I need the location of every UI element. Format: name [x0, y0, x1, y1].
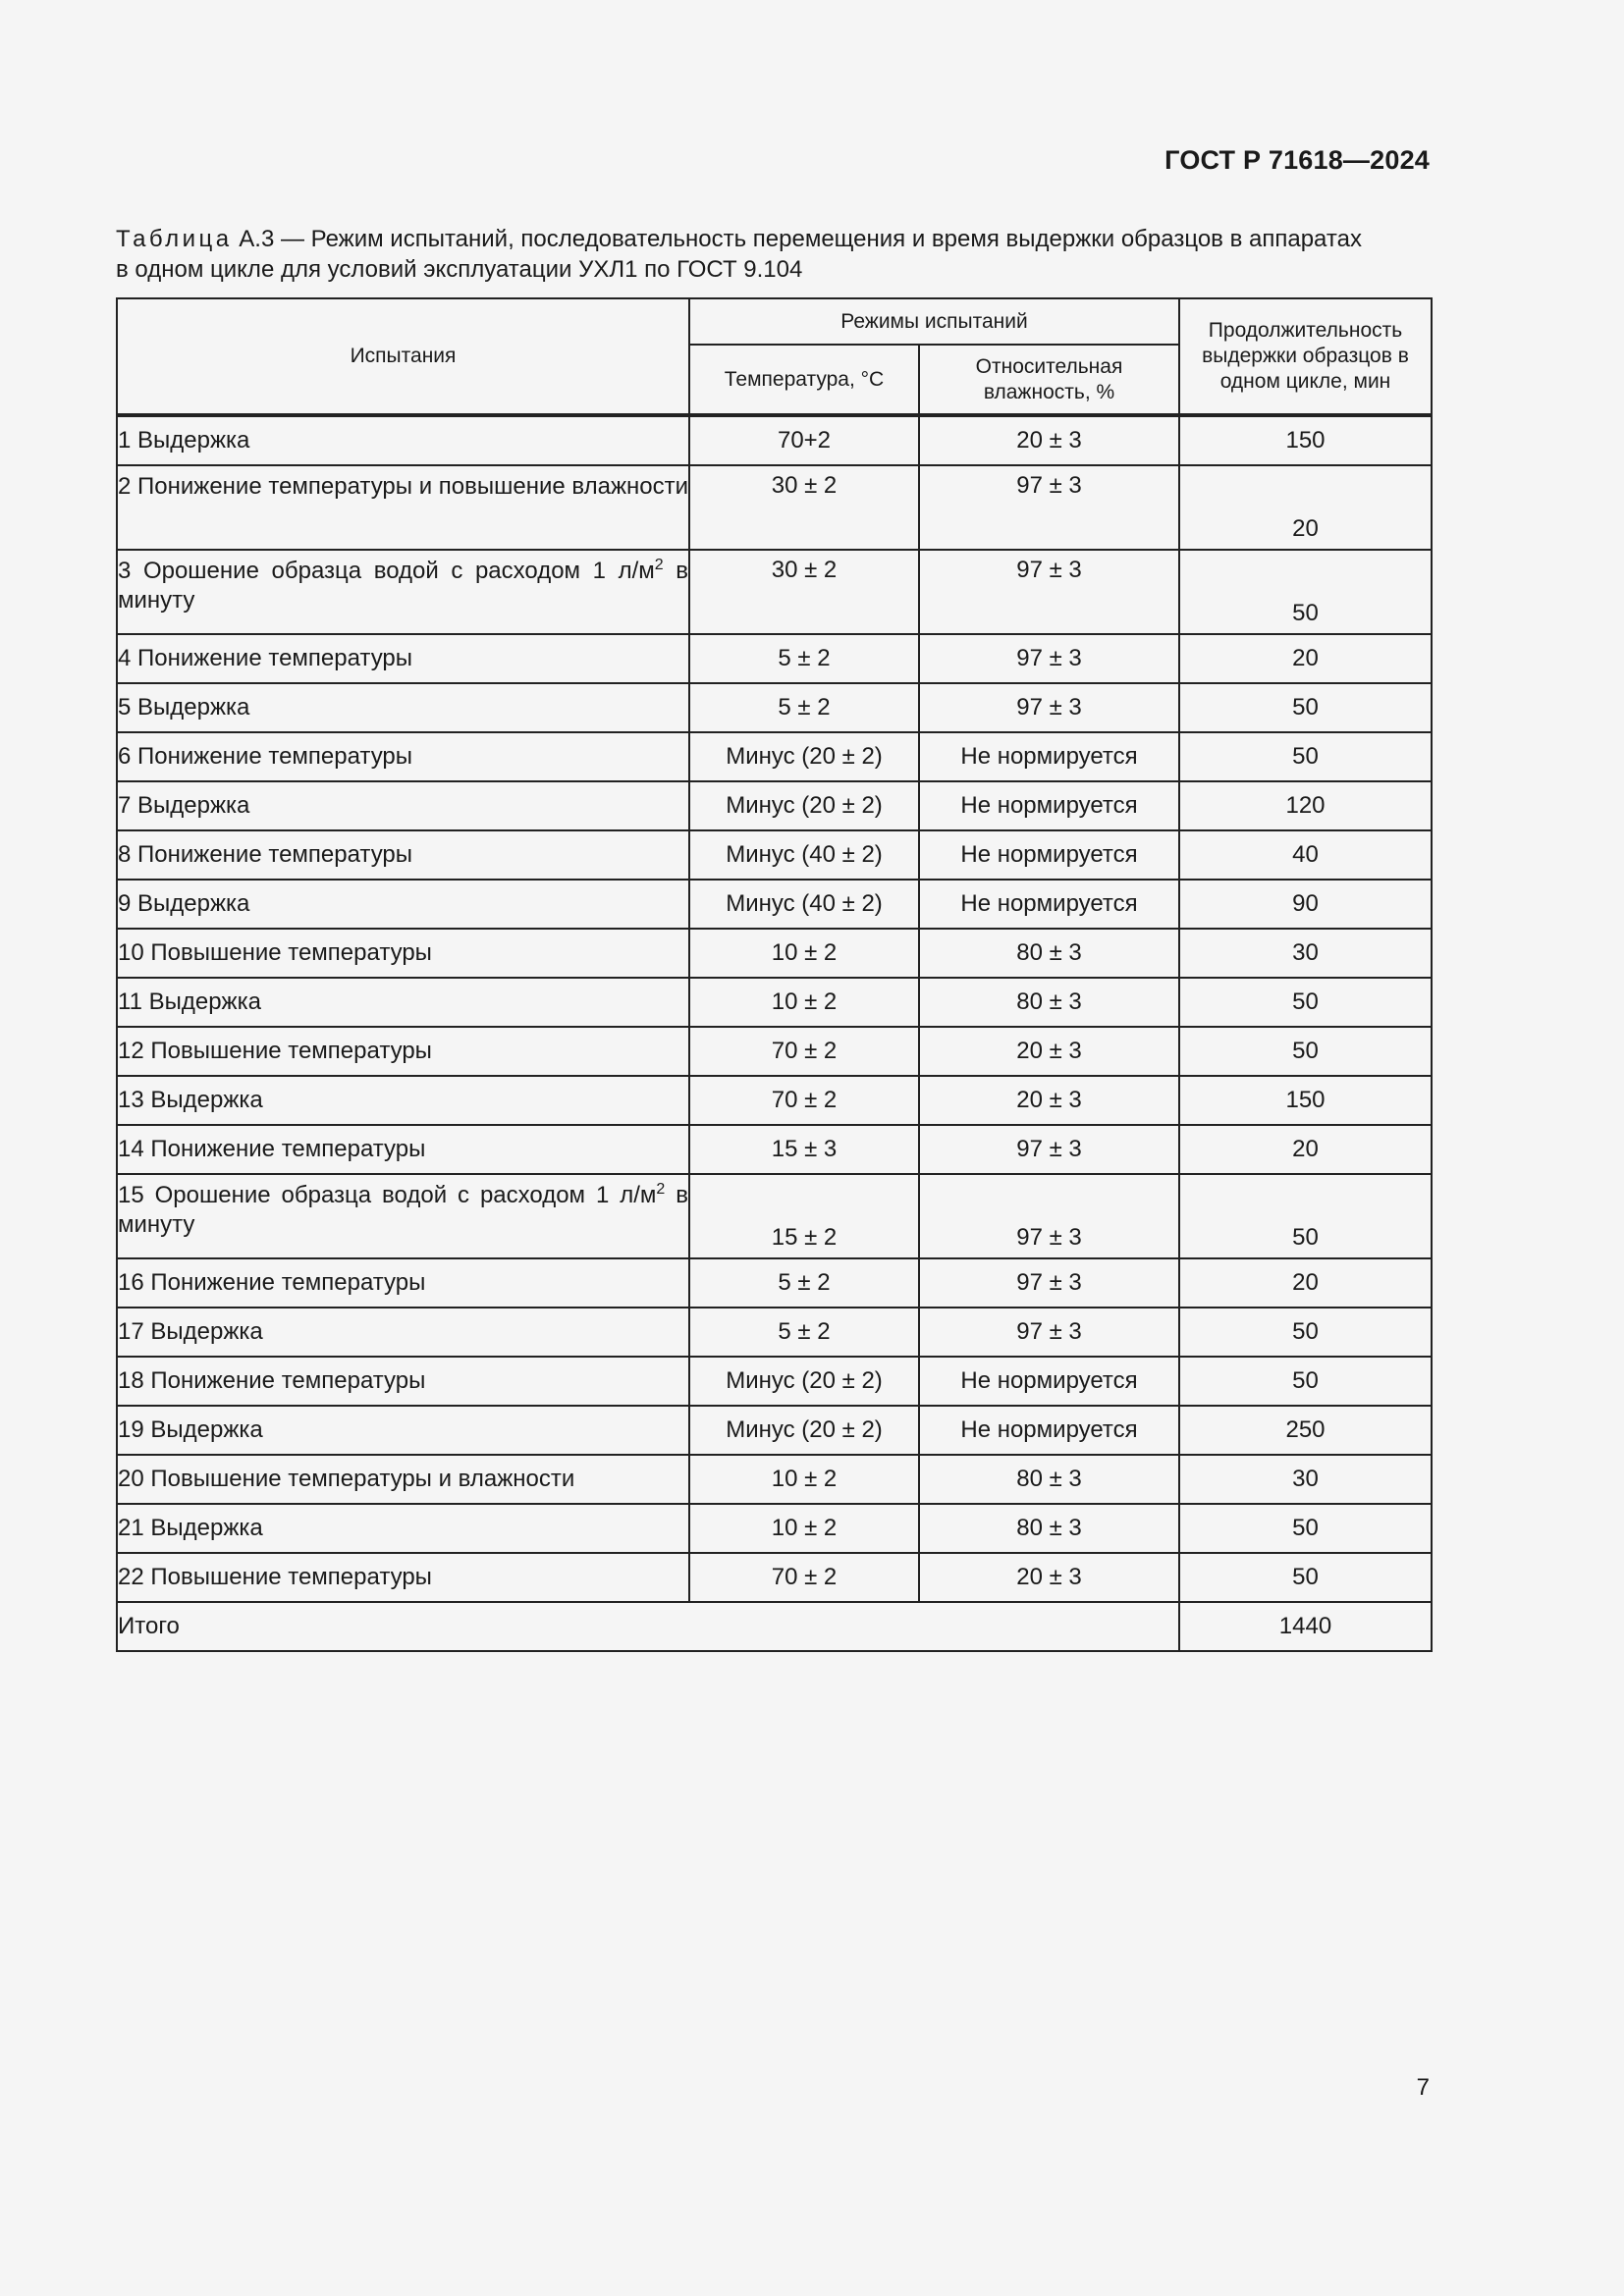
table-row: [117, 781, 1432, 830]
table-row: [117, 683, 1432, 732]
temperature-cell: 10 ± 2: [689, 929, 919, 978]
temperature-cell: 30 ± 2: [689, 465, 919, 550]
temperature-cell: 70 ± 2: [689, 1027, 919, 1076]
test-name: 1 Выдержка: [118, 427, 250, 454]
duration-cell: 150: [1179, 1076, 1432, 1125]
caption-line-1: [116, 224, 1430, 254]
test-name: 5 Выдержка: [118, 694, 250, 721]
test-name-cell: [117, 550, 689, 634]
temperature-cell: 10 ± 2: [689, 978, 919, 1027]
humidity-cell: 97 ± 3: [919, 465, 1179, 550]
table-row: [117, 1308, 1432, 1357]
table-row: [117, 1174, 1432, 1258]
test-name-cell: [117, 1308, 689, 1357]
temperature-cell: 70 ± 2: [689, 1076, 919, 1125]
table-body: [117, 415, 1432, 1602]
humidity-cell: Не нормируется: [919, 1406, 1179, 1455]
duration-cell: 50: [1179, 550, 1432, 634]
humidity-cell: 80 ± 3: [919, 1504, 1179, 1553]
table-row: [117, 415, 1432, 465]
duration-cell: 50: [1179, 1504, 1432, 1553]
test-name-cell: [117, 465, 689, 550]
test-name-tail: в минуту: [118, 1182, 688, 1238]
humidity-cell: Не нормируется: [919, 830, 1179, 880]
humidity-cell: Не нормируется: [919, 781, 1179, 830]
temperature-cell: 5 ± 2: [689, 1258, 919, 1308]
test-modes-table: [116, 297, 1433, 1652]
table-row: [117, 929, 1432, 978]
humidity-cell: 80 ± 3: [919, 978, 1179, 1027]
table-row: [117, 1553, 1432, 1602]
table-row: [117, 550, 1432, 634]
caption-line-2: в одном цикле для условий эксплуатации УХЛ1 по ГОСТ 9.104: [116, 256, 803, 283]
table-row: [117, 1406, 1432, 1455]
test-name-cell: [117, 1125, 689, 1174]
duration-cell: 50: [1179, 1027, 1432, 1076]
test-name: 22 Повышение температуры: [118, 1564, 432, 1590]
duration-cell: 50: [1179, 1174, 1432, 1258]
test-name: 10 Повышение температуры: [118, 939, 432, 966]
total-value: 1440: [1179, 1602, 1432, 1651]
duration-cell: 50: [1179, 1553, 1432, 1602]
header-modes: Режимы испытаний: [689, 298, 1179, 345]
humidity-cell: 97 ± 3: [919, 1308, 1179, 1357]
table-row: [117, 1076, 1432, 1125]
superscript: 2: [654, 557, 664, 573]
test-name: 11 Выдержка: [118, 988, 261, 1015]
table-row: [117, 978, 1432, 1027]
test-name: 15 Орошение образца водой с расходом 1 л/м: [118, 1182, 657, 1208]
test-name: 14 Понижение температуры: [118, 1136, 426, 1162]
test-name-cell: [117, 415, 689, 465]
test-name-cell: [117, 1455, 689, 1504]
test-name-cell: [117, 1076, 689, 1125]
header-temperature: Температура, °С: [689, 345, 919, 415]
page-number: 7: [1416, 2074, 1430, 2101]
test-name: 9 Выдержка: [118, 890, 250, 917]
temperature-cell: 15 ± 2: [689, 1174, 919, 1258]
humidity-cell: 20 ± 3: [919, 1076, 1179, 1125]
test-name-cell: [117, 634, 689, 683]
table-row: [117, 1125, 1432, 1174]
table-row: [117, 732, 1432, 781]
duration-cell: 120: [1179, 781, 1432, 830]
table-row: [117, 465, 1432, 550]
temperature-cell: 5 ± 2: [689, 634, 919, 683]
humidity-cell: 97 ± 3: [919, 634, 1179, 683]
duration-cell: 50: [1179, 1357, 1432, 1406]
humidity-cell: 20 ± 3: [919, 415, 1179, 465]
total-label: Итого: [117, 1602, 1179, 1651]
test-name: 17 Выдержка: [118, 1318, 263, 1345]
humidity-cell: 97 ± 3: [919, 1125, 1179, 1174]
table-row: [117, 1258, 1432, 1308]
humidity-cell: 80 ± 3: [919, 929, 1179, 978]
duration-cell: 150: [1179, 415, 1432, 465]
temperature-cell: Минус (40 ± 2): [689, 830, 919, 880]
temperature-cell: 5 ± 2: [689, 683, 919, 732]
caption-label: Таблица: [116, 226, 233, 252]
table-row: [117, 1357, 1432, 1406]
total-row: [117, 1602, 1432, 1651]
test-name: 12 Повышение температуры: [118, 1038, 432, 1064]
humidity-cell: 97 ± 3: [919, 550, 1179, 634]
test-name: 6 Понижение температуры: [118, 743, 413, 770]
test-name-cell: [117, 1357, 689, 1406]
test-name-cell: [117, 1504, 689, 1553]
temperature-cell: 70+2: [689, 415, 919, 465]
test-name-cell: [117, 1258, 689, 1308]
humidity-cell: Не нормируется: [919, 732, 1179, 781]
duration-cell: 20: [1179, 1125, 1432, 1174]
superscript: 2: [656, 1181, 666, 1198]
duration-cell: 40: [1179, 830, 1432, 880]
test-name: 18 Понижение температуры: [118, 1367, 426, 1394]
duration-cell: 250: [1179, 1406, 1432, 1455]
humidity-cell: 20 ± 3: [919, 1027, 1179, 1076]
duration-cell: 50: [1179, 683, 1432, 732]
temperature-cell: 10 ± 2: [689, 1455, 919, 1504]
temperature-cell: 5 ± 2: [689, 1308, 919, 1357]
test-name: 21 Выдержка: [118, 1515, 263, 1541]
duration-cell: 50: [1179, 732, 1432, 781]
test-name-cell: [117, 978, 689, 1027]
duration-cell: 30: [1179, 929, 1432, 978]
test-name: 2 Понижение температуры и повышение влажности: [118, 473, 688, 500]
test-name-cell: [117, 830, 689, 880]
test-name-cell: [117, 1553, 689, 1602]
duration-cell: 20: [1179, 465, 1432, 550]
test-name-cell: [117, 929, 689, 978]
temperature-cell: 15 ± 3: [689, 1125, 919, 1174]
table-row: [117, 880, 1432, 929]
temperature-cell: Минус (20 ± 2): [689, 732, 919, 781]
humidity-cell: 97 ± 3: [919, 683, 1179, 732]
humidity-cell: 80 ± 3: [919, 1455, 1179, 1504]
header-duration: Продолжительность выдержки образцов в одном цикле, мин: [1179, 298, 1432, 415]
temperature-cell: Минус (20 ± 2): [689, 1406, 919, 1455]
header-humidity: Относительная влажность, %: [919, 345, 1179, 415]
duration-cell: 30: [1179, 1455, 1432, 1504]
document-code: ГОСТ Р 71618—2024: [1164, 145, 1430, 175]
table-row: [117, 830, 1432, 880]
test-name-cell: [117, 683, 689, 732]
test-name: 16 Понижение температуры: [118, 1269, 426, 1296]
humidity-cell: 97 ± 3: [919, 1258, 1179, 1308]
temperature-cell: Минус (20 ± 2): [689, 781, 919, 830]
humidity-cell: 97 ± 3: [919, 1174, 1179, 1258]
duration-cell: 50: [1179, 978, 1432, 1027]
test-name-cell: [117, 1027, 689, 1076]
table-row: [117, 1027, 1432, 1076]
test-name-tail: в минуту: [118, 558, 688, 614]
humidity-cell: Не нормируется: [919, 1357, 1179, 1406]
test-name: 8 Понижение температуры: [118, 841, 413, 868]
table-row: [117, 1504, 1432, 1553]
table-row: [117, 634, 1432, 683]
temperature-cell: 10 ± 2: [689, 1504, 919, 1553]
test-name: 20 Повышение температуры и влажности: [118, 1466, 575, 1492]
table-caption: [116, 224, 1430, 285]
test-name-cell: [117, 781, 689, 830]
test-name-cell: [117, 880, 689, 929]
duration-cell: 20: [1179, 634, 1432, 683]
duration-cell: 20: [1179, 1258, 1432, 1308]
test-name-cell: [117, 732, 689, 781]
caption-text: А.3 — Режим испытаний, последовательность перемещения и время выдержки образцов в аппаратах: [232, 226, 1362, 252]
test-name: 4 Понижение температуры: [118, 645, 413, 671]
duration-cell: 50: [1179, 1308, 1432, 1357]
test-name-cell: [117, 1406, 689, 1455]
duration-cell: 90: [1179, 880, 1432, 929]
temperature-cell: Минус (20 ± 2): [689, 1357, 919, 1406]
test-name: 19 Выдержка: [118, 1416, 263, 1443]
test-name: 7 Выдержка: [118, 792, 250, 819]
header-tests: Испытания: [117, 298, 689, 415]
test-name-cell: [117, 1174, 689, 1258]
table-row: [117, 1455, 1432, 1504]
test-name: 13 Выдержка: [118, 1087, 263, 1113]
humidity-cell: Не нормируется: [919, 880, 1179, 929]
temperature-cell: 30 ± 2: [689, 550, 919, 634]
temperature-cell: Минус (40 ± 2): [689, 880, 919, 929]
test-name: 3 Орошение образца водой с расходом 1 л/м: [118, 558, 655, 584]
humidity-cell: 20 ± 3: [919, 1553, 1179, 1602]
temperature-cell: 70 ± 2: [689, 1553, 919, 1602]
